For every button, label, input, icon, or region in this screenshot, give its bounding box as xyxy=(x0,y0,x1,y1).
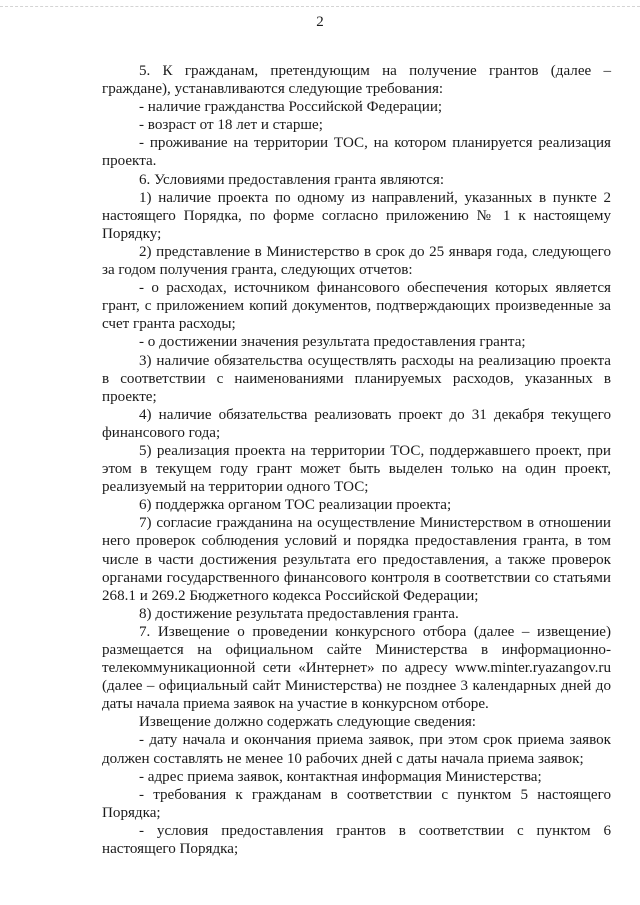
notice-item-address: - адрес приема заявок, контактная информация Министерства; xyxy=(139,768,542,785)
list-item-citizenship: - наличие гражданства Российской Федерации; xyxy=(139,99,443,116)
report-expenses: - о расходах, источником финансового обеспечения которых является грант, с приложением копий документов, подтверждающих произведенные за счет гранта расходы; xyxy=(102,280,611,333)
paragraph-5-intro: 5. К гражданам, претендующим на получение грантов (далее – граждане), устанавливаются следующие требования: xyxy=(102,63,611,98)
scan-edge-line xyxy=(0,6,640,10)
list-item-residence: - проживание на территории ТОС, на котором планируется реализация проекта. xyxy=(102,135,611,170)
notice-item-requirements: - требования к гражданам в соответствии с пунктом 5 настоящего Порядка; xyxy=(102,786,611,821)
document-body xyxy=(102,62,611,858)
paragraph-7-notice: 7. Извещение о проведении конкурсного отбора (далее – извещение) размещается на официальном сайте Министерства в информационно-телекоммуникационной сети «Интернет» по адресу www.minter.ryazangov.ru (далее – официальный сайт Министерства) не позднее 3 календарных дней до даты начала приема заявок на участие в конкурсном отборе. xyxy=(102,623,611,713)
notice-item-dates: - дату начала и окончания приема заявок, при этом срок приема заявок должен составлять не менее 10 рабочих дней с даты начала приема заявок; xyxy=(102,732,611,767)
condition-8: 8) достижение результата предоставления гранта. xyxy=(139,605,459,622)
page-number: 2 xyxy=(316,14,324,30)
report-results: - о достижении значения результата предоставления гранта; xyxy=(139,334,526,351)
condition-6: 6) поддержка органом ТОС реализации проекта; xyxy=(139,497,452,514)
condition-3: 3) наличие обязательства осуществлять расходы на реализацию проекта в соответствии с наименованиями планируемых расходов, указанных в проекте; xyxy=(102,352,611,405)
condition-1: 1) наличие проекта по одному из направлений, указанных в пункте 2 настоящего Порядка, по форме согласно приложению № 1 к настоящему Порядку; xyxy=(102,189,611,242)
list-item-age: - возраст от 18 лет и старше; xyxy=(139,117,323,134)
notice-contents-intro: Извещение должно содержать следующие сведения: xyxy=(139,714,476,731)
condition-2: 2) представление в Министерство в срок до 25 января года, следующего за годом получения гранта, следующих отчетов: xyxy=(102,243,611,279)
condition-7: 7) согласие гражданина на осуществление Министерством в отношении него проверок соблюдения условий и порядка предоставления гранта, в том числе в части достижения результата его предоставления, а также проверок органами государственного финансового контроля в соответствии со статьями 268.1 и 269.2 Бюджетного кодекса Российской Федерации; xyxy=(102,515,611,604)
condition-4: 4) наличие обязательства реализовать проект до 31 декабря текущего финансового года; xyxy=(102,406,611,441)
paragraph-6-intro: 6. Условиями предоставления гранта являются: xyxy=(139,171,445,188)
notice-item-conditions: - условия предоставления грантов в соответствии с пунктом 6 настоящего Порядка; xyxy=(102,822,611,858)
condition-5: 5) реализация проекта на территории ТОС, поддержавшего проект, при этом в текущем году грант может быть выделен только на один проект, реализуемый на территории одного ТОС; xyxy=(102,442,611,496)
